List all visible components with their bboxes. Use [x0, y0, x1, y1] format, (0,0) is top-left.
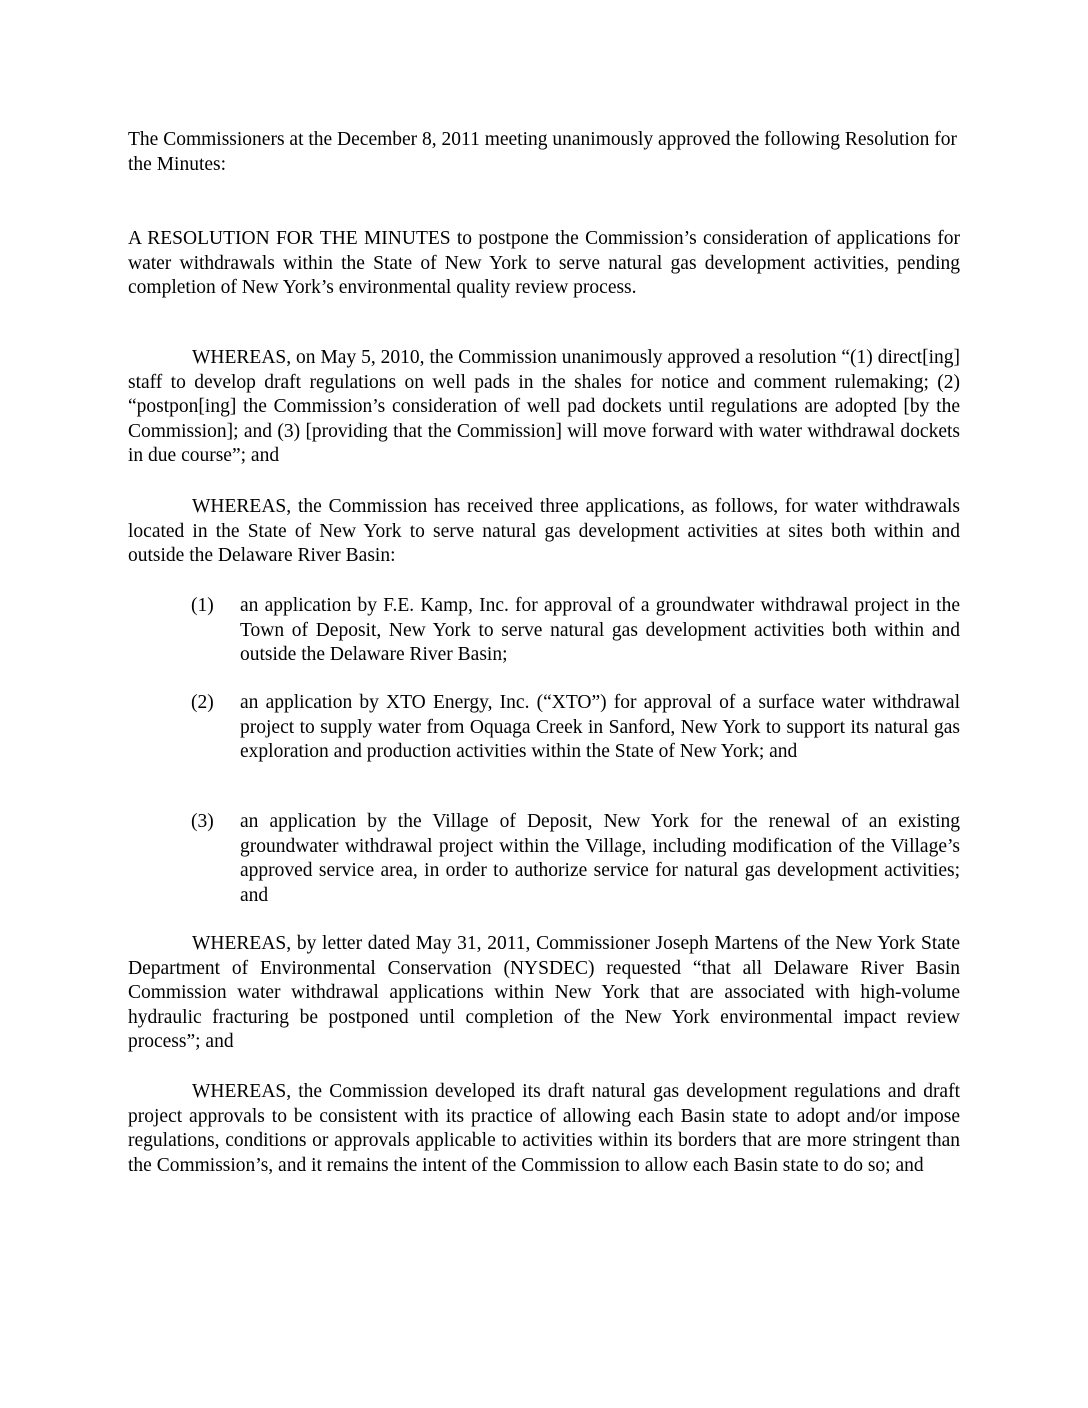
resolution-heading: A RESOLUTION FOR THE MINUTES	[128, 228, 451, 249]
list-item-text: an application by XTO Energy, Inc. (“XTO”) for approval of a surface water withdrawal project to supply water from Oquaga Creek in Sanford, New York to support its natural gas exploration and production activities within the State of New York; and	[240, 692, 960, 762]
whereas-paragraph-4: WHEREAS, the Commission developed its draft natural gas development regulations and draft project approvals to be consistent with its practice of allowing each Basin state to adopt and/or impose regulations, conditions or approvals applicable to activities within its borders that are more stringent than the Commission’s, and it remains the intent of the Commission to allow each Basin state to do so; and	[128, 1081, 960, 1176]
resolution-paragraph	[128, 227, 960, 301]
whereas-paragraph-1: WHEREAS, on May 5, 2010, the Commission unanimously approved a resolution “(1) direct[ing] staff to develop draft regulations on well pads in the shales for notice and comment rulemaking; (2) “postpon[ing] the Commission’s consideration of well pad dockets until regulations are adopted [by the Commission]; and (3) [providing that the Commission] will move forward with water withdrawal dockets in due course”; and	[128, 347, 960, 466]
intro-paragraph: The Commissioners at the December 8, 2011 meeting unanimously approved the following Resolution for the Minutes:	[128, 129, 957, 175]
list-item-number: (3)	[191, 811, 214, 832]
list-item-number: (1)	[191, 595, 214, 616]
resolution-text: to postpone the Commission’s consideration of applications for water withdrawals within the State of New York to serve natural gas development activities, pending completion of New York’s environmental quality review process.	[128, 228, 960, 298]
list-item-text: an application by F.E. Kamp, Inc. for approval of a groundwater withdrawal project in the Town of Deposit, New York to serve natural gas development activities both within and outside the Delaware River Basin;	[240, 595, 960, 665]
whereas-paragraph-2: WHEREAS, the Commission has received three applications, as follows, for water withdrawals located in the State of New York to serve natural gas development activities at sites both within and outside the Delaware River Basin:	[128, 496, 960, 566]
whereas-paragraph-3: WHEREAS, by letter dated May 31, 2011, Commissioner Joseph Martens of the New York State Department of Environmental Conservation (NYSDEC) requested “that all Delaware River Basin Commission water withdrawal applications within New York that are associated with high-volume hydraulic fracturing be postponed until completion of the New York environmental impact review process”; and	[128, 933, 960, 1052]
list-item-number: (2)	[191, 692, 214, 713]
list-item-text: an application by the Village of Deposit, New York for the renewal of an existing groundwater withdrawal project within the Village, including modification of the Village’s approved service area, in order to authorize service for natural gas development activities; and	[240, 811, 960, 906]
